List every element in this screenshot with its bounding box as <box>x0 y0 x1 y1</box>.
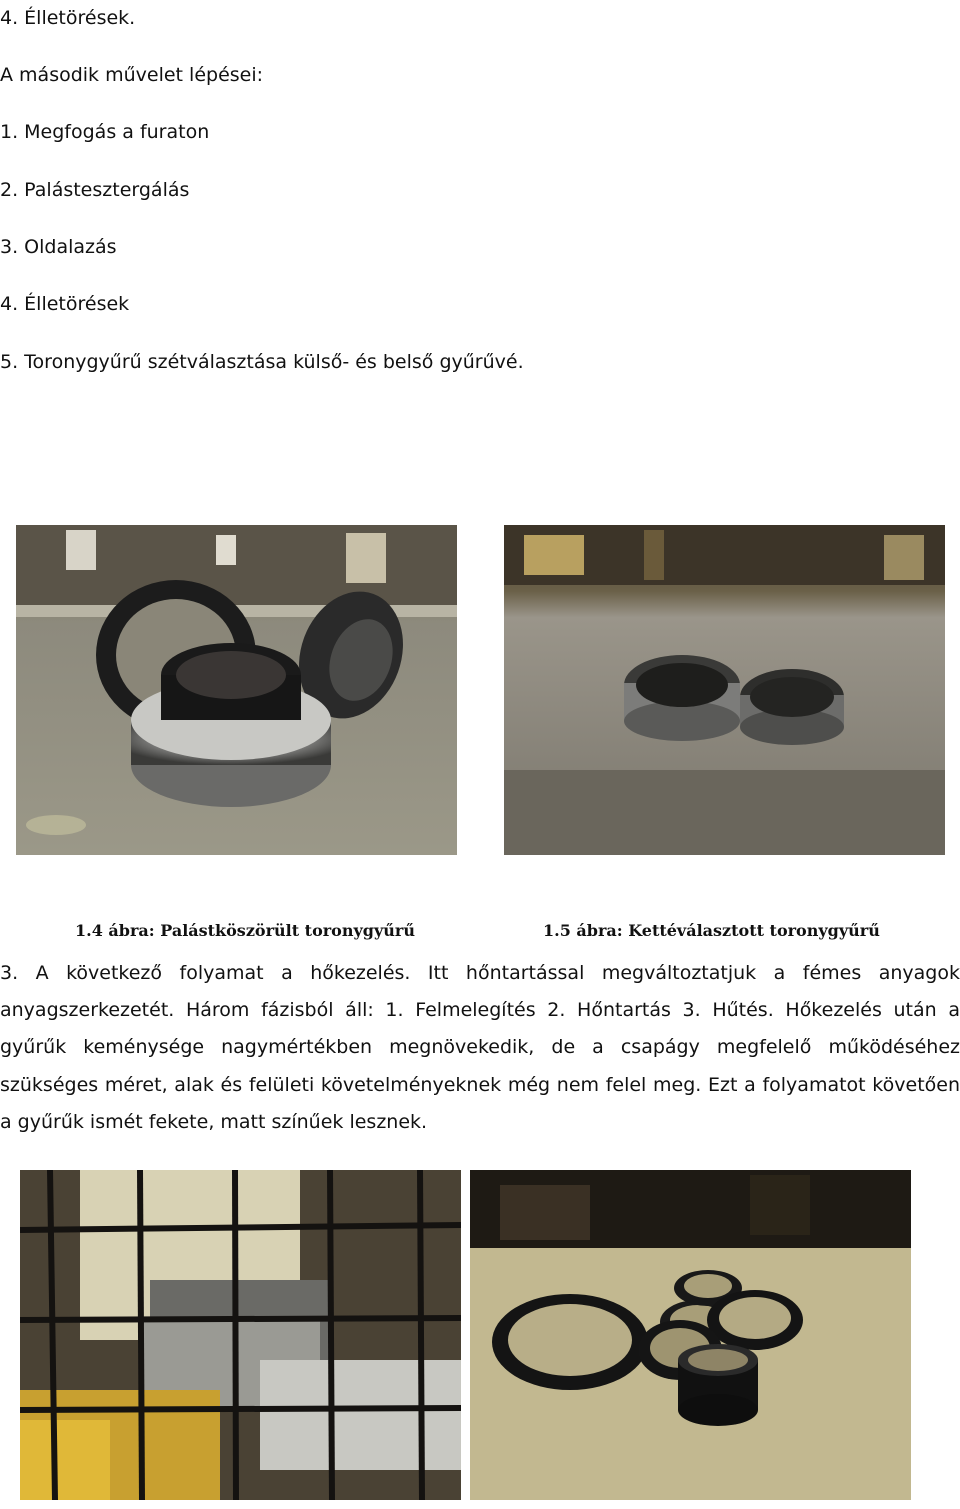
intro-line-1: 4. Élletörések. <box>0 7 136 29</box>
intro-line-7: 5. Toronygyűrű szétválasztása külső- és belső gyűrűvé. <box>0 351 524 373</box>
intro-line-4: 2. Palástesztergálás <box>0 179 190 201</box>
heat-treatment-cage-photo <box>20 1170 461 1500</box>
figure-1-5-caption: 1.5 ábra: Kettéválasztott toronygyűrű <box>543 921 880 940</box>
hardened-black-rings-photo <box>470 1170 911 1500</box>
intro-line-3: 1. Megfogás a furaton <box>0 121 210 143</box>
intro-line-5: 3. Oldalazás <box>0 236 117 258</box>
heat-treatment-paragraph: 3. A következő folyamat a hőkezelés. Itt hőntartással megváltoztatjuk a fémes anyagok anyagszerkezetét. Három fázisból áll: 1. Felmelegítés 2. Hőntartás 3. Hűtés. Hőkezelés után a gyűrűk keménysége nagymértékben megnövekedik, de a csapágy megfelelő működéséhez szükséges méret, alak és felületi követelményeknek még nem felel meg. Ezt a folyamatot követően a gyűrűk ismét fekete, matt színűek lesznek. <box>0 962 960 1133</box>
intro-line-2: A második művelet lépései: <box>0 64 264 86</box>
tower-rings-ground-photo <box>16 525 457 855</box>
intro-line-6: 4. Élletörések <box>0 293 130 315</box>
figure-1-4-caption: 1.4 ábra: Palástköszörült toronygyűrű <box>75 921 415 940</box>
tower-rings-separated-photo <box>504 525 945 855</box>
